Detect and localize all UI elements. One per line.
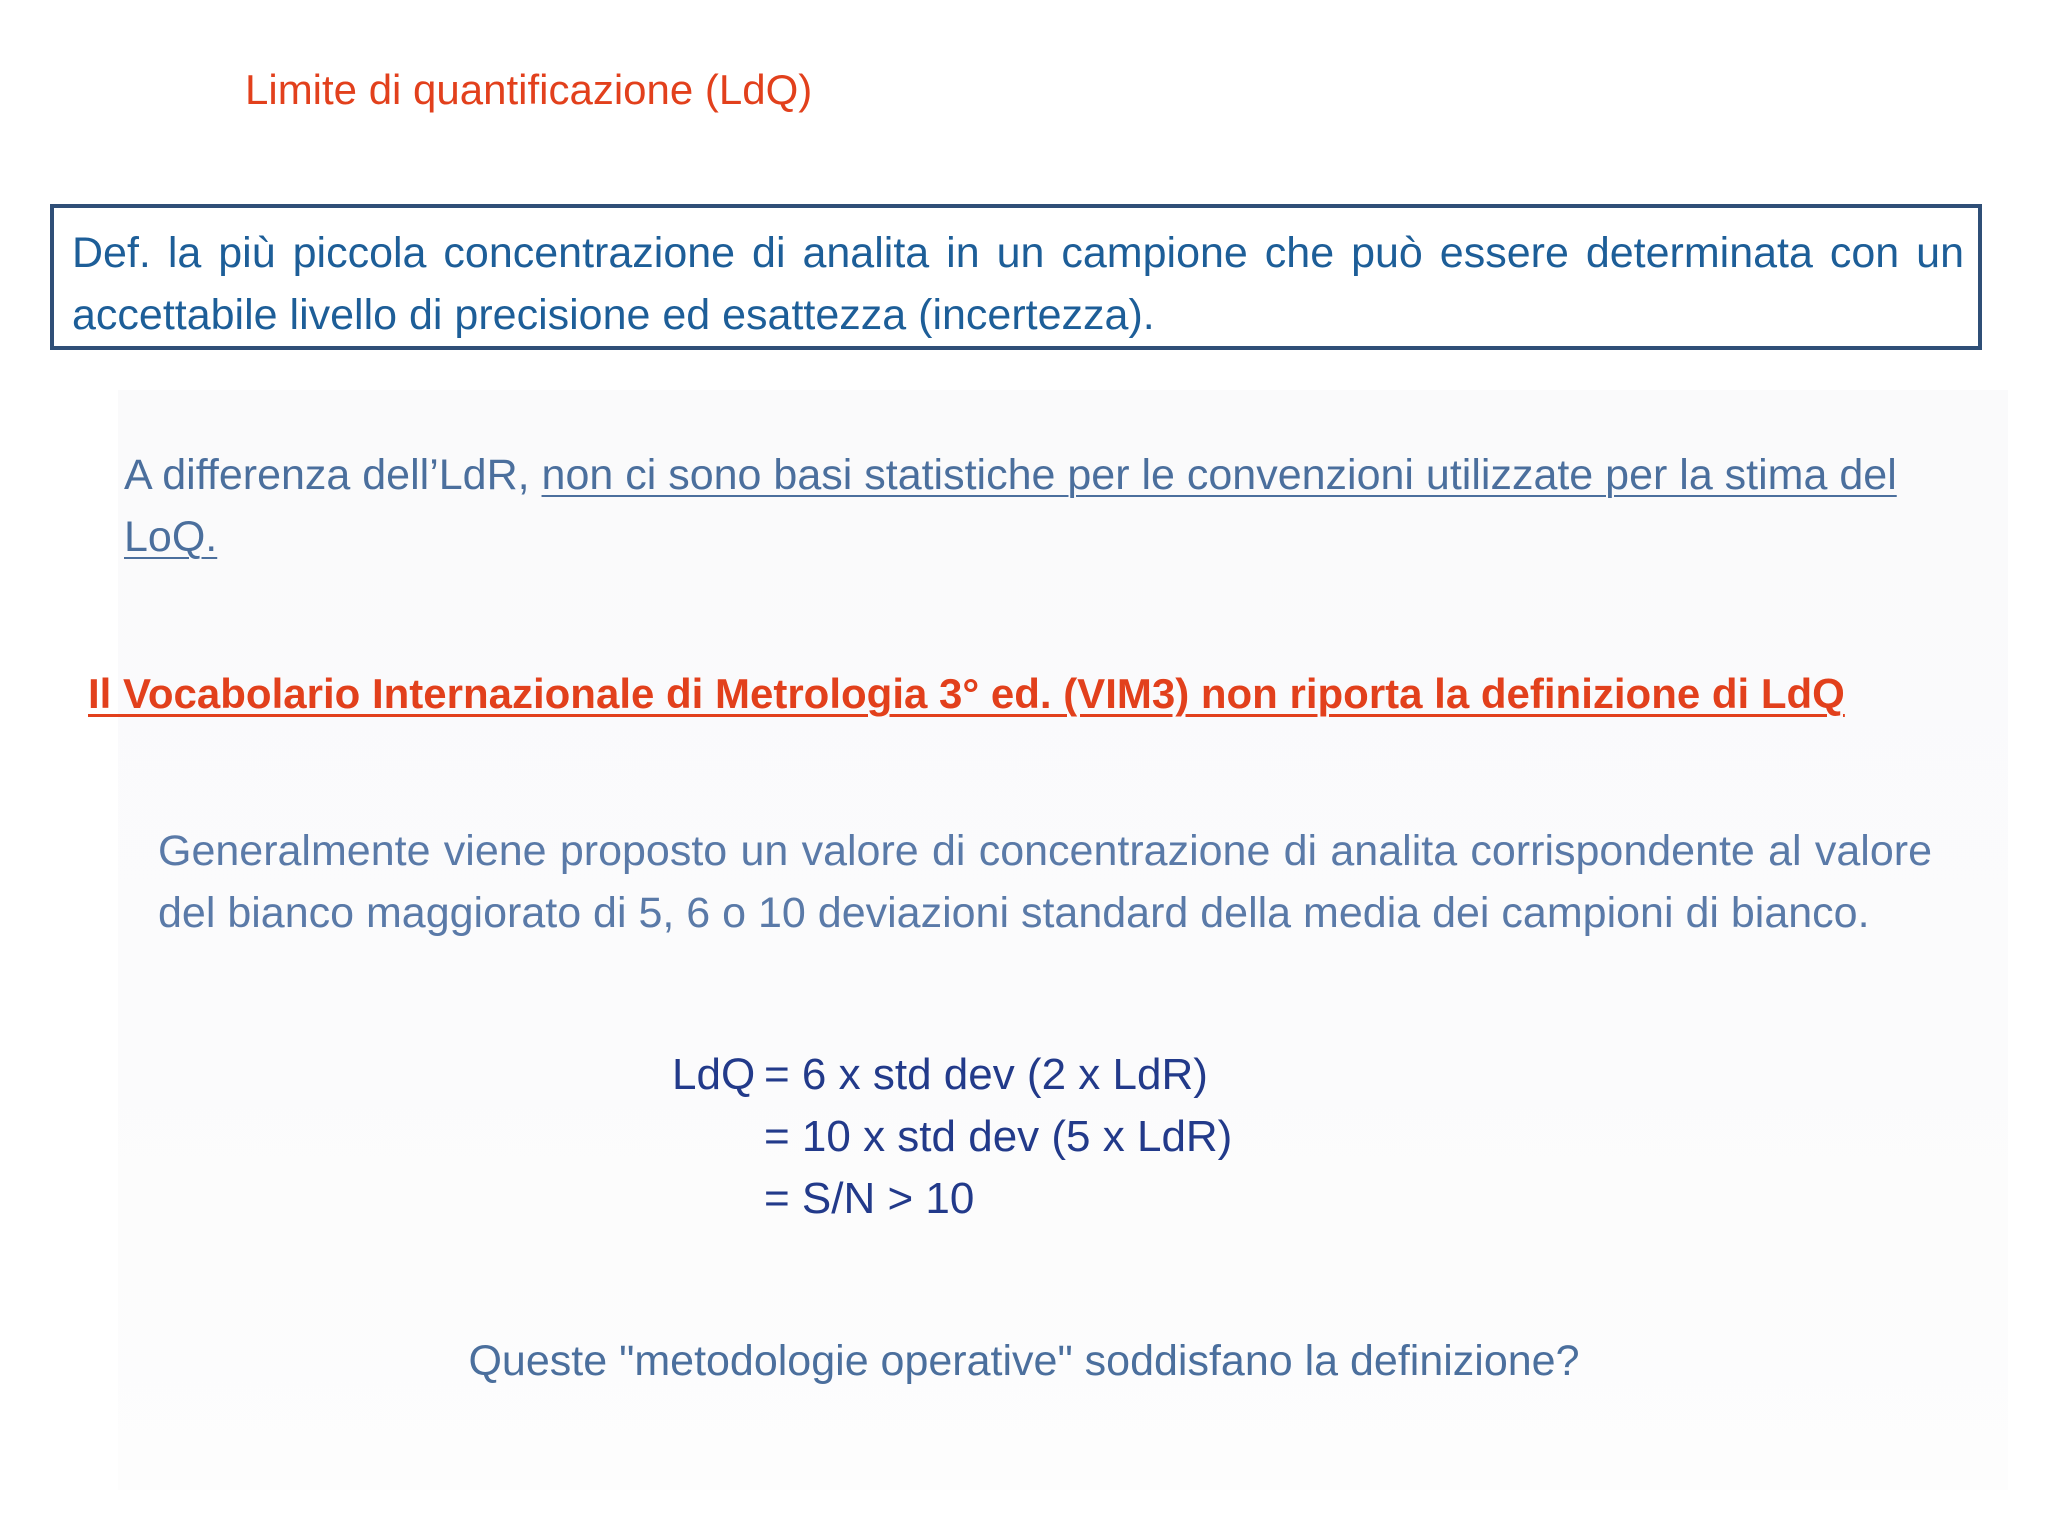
definition-text: Def. la più piccola concentrazione di analita in un campione che può essere determinata con un accettabile livello di precisione ed esattezza (incertezza). xyxy=(72,229,1964,339)
formula-line: = S/N > 10 xyxy=(764,1174,975,1223)
formula-block xyxy=(672,1044,1232,1230)
formula-row xyxy=(672,1106,1232,1168)
formula-line: = 6 x std dev (2 x LdR) xyxy=(764,1050,1208,1099)
formula-row xyxy=(672,1168,1232,1230)
slide-title: Limite di quantificazione (LdQ) xyxy=(245,66,813,113)
general-paragraph: Generalmente viene proposto un valore di concentrazione di analita corrispondente al valore del bianco maggiorato di 5, 6 o 10 deviazioni standard della media dei campioni di bianco. xyxy=(158,827,1932,937)
formula-line: = 10 x std dev (5 x LdR) xyxy=(764,1112,1233,1161)
closing-question: Queste "metodologie operative" soddisfano la definizione? xyxy=(468,1337,1580,1385)
vim-note: Il Vocabolario Internazionale di Metrologia 3° ed. (VIM3) non riporta la definizione di LdQ xyxy=(88,670,1845,717)
formula-row xyxy=(672,1044,1232,1106)
difference-prefix: A differenza dell’LdR, xyxy=(124,451,542,499)
difference-underlined-text: non ci sono basi statistiche per le convenzioni utilizzate per la stima del LoQ. xyxy=(124,451,1897,561)
difference-paragraph xyxy=(124,444,1924,568)
formula-label: LdQ xyxy=(672,1050,756,1099)
